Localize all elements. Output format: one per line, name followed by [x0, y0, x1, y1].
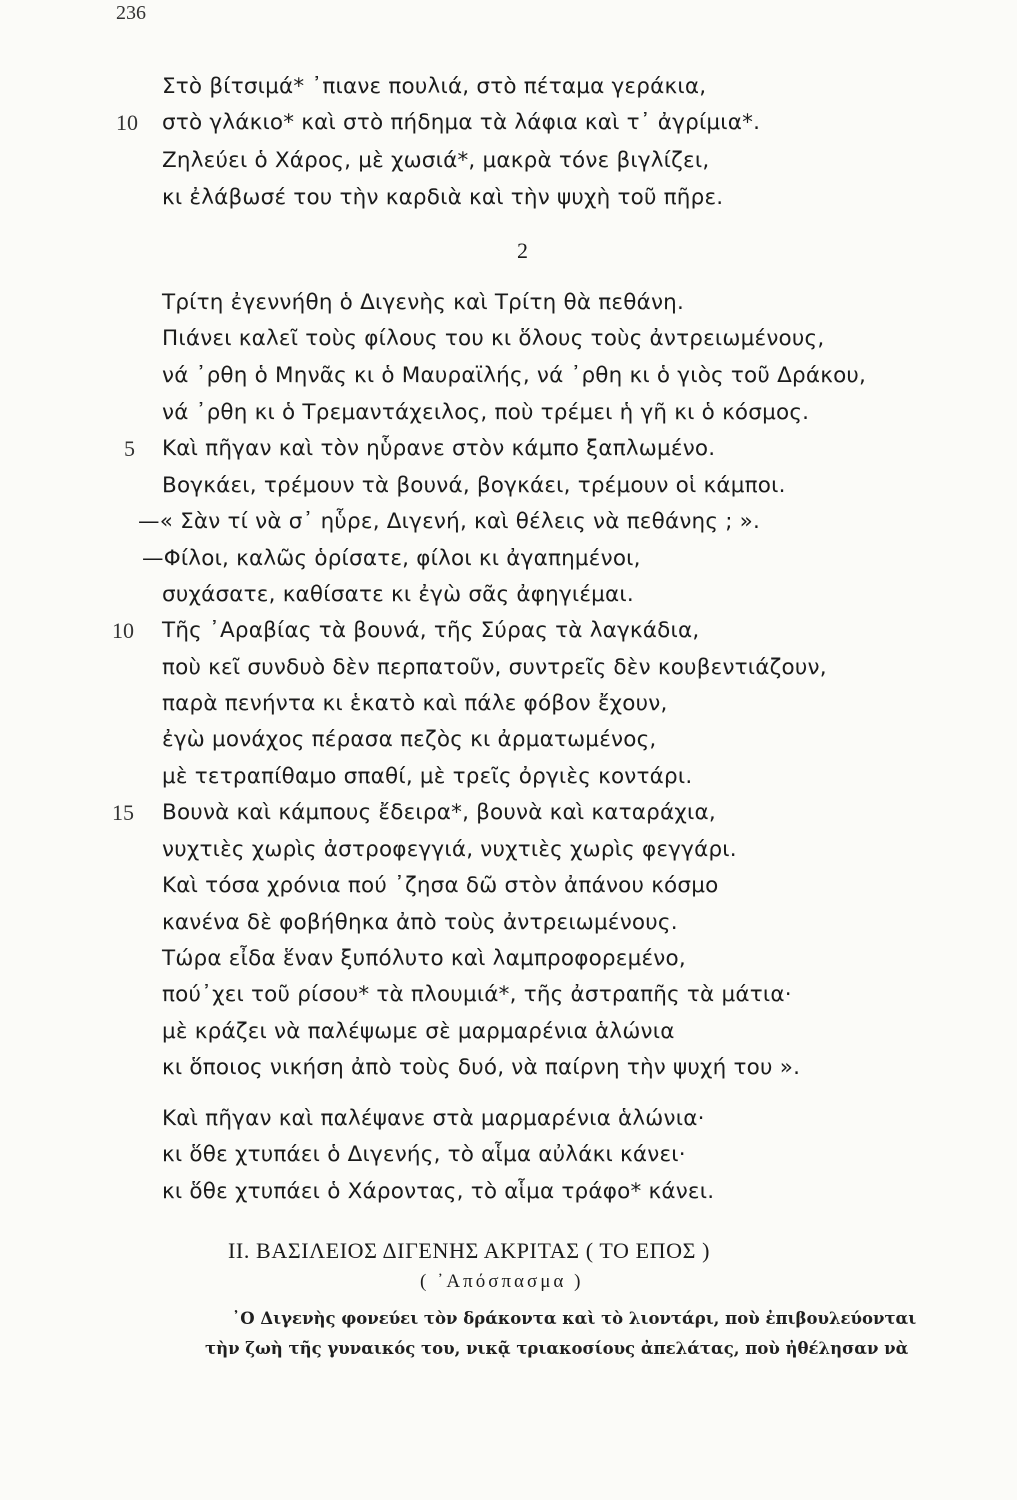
verse-line: νά ᾽ρθη ὁ Μηνᾶς κι ὁ Μαυραϊλής, νά ᾽ρθη κι ὁ γιὸς τοῦ Δράκου, — [162, 363, 867, 388]
line-number: 5 — [124, 436, 135, 461]
verse-line: —Φίλοι, καλῶς ὁρίσατε, φίλοι κι ἀγαπημένοι, — [142, 546, 641, 571]
verse-line: κι ὅποιος νικήση ἀπὸ τοὺς δυό, νὰ παίρνη τὴν ψυχή του ». — [162, 1055, 801, 1080]
verse-line: —« Σὰν τί νὰ σ᾽ ηὗρε, Διγενή, καὶ θέλεις νὰ πεθάνης ; ». — [138, 509, 761, 534]
verse-line: Στὸ βίτσιμά* ᾽πιανε πουλιά, στὸ πέταμα γεράκια, — [162, 74, 707, 99]
verse-line: στὸ γλάκιο* καὶ στὸ πήδημα τὰ λάφια καὶ τ᾽ ἀγρίμια*. — [162, 110, 761, 135]
verse-line: Τρίτη ἐγεννήθη ὁ Διγενὴς καὶ Τρίτη θὰ πεθάνη. — [162, 290, 685, 315]
verse-line: κανένα δὲ φοβήθηκα ἀπὸ τοὺς ἀντρειωμένους. — [162, 910, 678, 935]
verse-line: Καὶ τόσα χρόνια πού ᾽ζησα δῶ στὸν ἀπάνου κόσμο — [162, 873, 719, 898]
prose-line: τὴν ζωὴ τῆς γυναικός του, νικᾷ τριακοσίους ἀπελάτας, ποὺ ἠθέλησαν νὰ — [205, 1339, 909, 1358]
verse-line: μὲ κράζει νὰ παλέψωμε σὲ μαρμαρένια ἁλώνια — [162, 1019, 675, 1044]
verse-line: μὲ τετραπίθαμο σπαθί, μὲ τρεῖς ὀργιὲς κοντάρι. — [162, 764, 693, 789]
line-number: 10 — [116, 110, 138, 135]
verse-line: κι ὅθε χτυπάει ὁ Διγενής, τὸ αἷμα αὐλάκι κάνει· — [162, 1142, 686, 1167]
verse-line: ἐγὼ μονάχος πέρασα πεζὸς κι ἀρματωμένος, — [162, 727, 657, 752]
verse-line: Καὶ πῆγαν καὶ παλέψανε στὰ μαρμαρένια ἁλώνια· — [162, 1106, 705, 1131]
verse-line: Βογκάει, τρέμουν τὰ βουνά, βογκάει, τρέμουν οἱ κάμποι. — [162, 473, 786, 498]
line-number: 10 — [112, 618, 134, 643]
verse-line: πού᾽χει τοῦ ρίσου* τὰ πλουμιά*, τῆς ἀστραπῆς τὰ μάτια· — [162, 982, 792, 1007]
page-number: 236 — [116, 2, 146, 24]
verse-line: Καὶ πῆγαν καὶ τὸν ηὗρανε στὸν κάμπο ξαπλωμένο. — [162, 436, 716, 461]
section-number: 2 — [517, 238, 528, 263]
line-number: 15 — [112, 800, 134, 825]
verse-line: κι ὅθε χτυπάει ὁ Χάροντας, τὸ αἷμα τράφο* κάνει. — [162, 1179, 715, 1204]
verse-line: Ζηλεύει ὁ Χάρος, μὲ χωσιά*, μακρὰ τόνε βιγλίζει, — [162, 148, 710, 173]
verse-line: συχάσατε, καθίσατε κι ἐγὼ σᾶς ἀφηγιέμαι. — [162, 582, 634, 607]
section-heading: ΙΙ. ΒΑΣΙΛΕΙΟΣ ΔΙΓΕΝΗΣ ΑΚΡΙΤΑΣ ( ΤΟ ΕΠΟΣ ) — [228, 1238, 711, 1263]
verse-line: Βουνὰ καὶ κάμπους ἔδειρα*, βουνὰ καὶ καταράχια, — [162, 800, 716, 825]
prose-line: ᾽Ο Διγενὴς φονεύει τὸν δράκοντα καὶ τὸ λιοντάρι, ποὺ ἐπιβουλεύονται — [232, 1309, 917, 1328]
section-subheading: ( ᾽Απόσπασμα ) — [420, 1271, 584, 1292]
verse-line: Τώρα εἶδα ἕναν ξυπόλυτο καὶ λαμπροφορεμένο, — [162, 946, 686, 971]
verse-line: νυχτιὲς χωρὶς ἀστροφεγγιά, νυχτιὲς χωρὶς φεγγάρι. — [162, 837, 737, 862]
verse-line: κι ἐλάβωσέ του τὴν καρδιὰ καὶ τὴν ψυχὴ τοῦ πῆρε. — [162, 185, 724, 210]
verse-line: νά ᾽ρθη κι ὁ Τρεμαντάχειλος, ποὺ τρέμει ἡ γῆ κι ὁ κόσμος. — [162, 400, 810, 425]
verse-line: ποὺ κεῖ συνδυὸ δὲν περπατοῦν, συντρεῖς δὲν κουβεντιάζουν, — [162, 655, 827, 680]
verse-line: παρὰ πενήντα κι ἑκατὸ καὶ πάλε φόβον ἔχουν, — [162, 691, 668, 716]
verse-line: Πιάνει καλεῖ τοὺς φίλους του κι ὅλους τοὺς ἀντρειωμένους, — [162, 326, 825, 351]
verse-line: Τῆς ᾽Αραβίας τὰ βουνά, τῆς Σύρας τὰ λαγκάδια, — [162, 618, 700, 643]
